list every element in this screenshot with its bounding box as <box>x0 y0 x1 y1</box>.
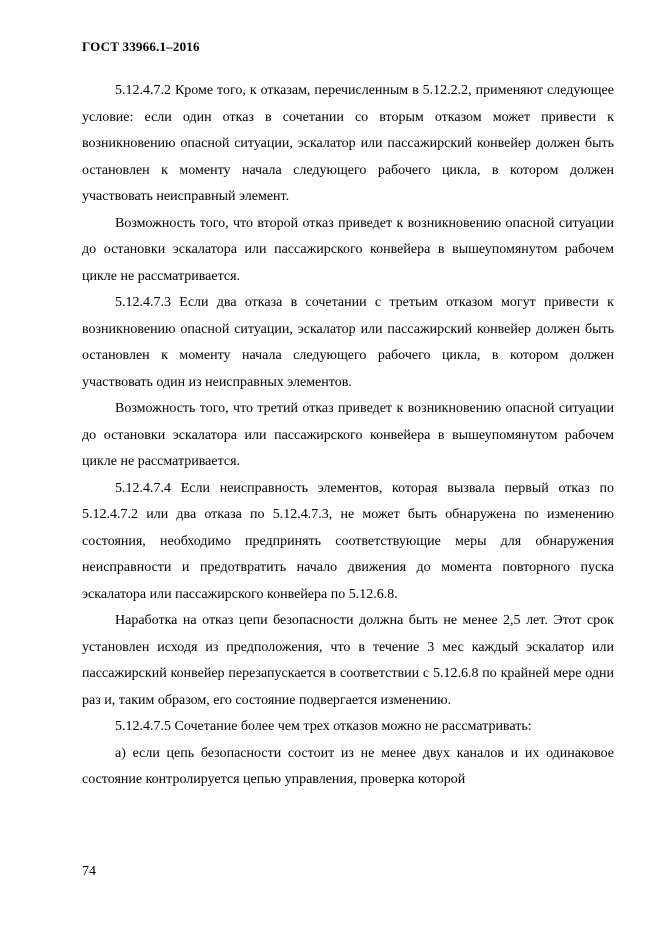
paragraph-5-12-4-7-5: 5.12.4.7.5 Сочетание более чем трех отказов можно не рассматривать: <box>115 719 532 734</box>
paragraph-list-item-a: а) если цепь безопасности состоит из не менее двух каналов и их одинаковое состояние контролируется цепью управления, проверка которой <box>82 745 614 787</box>
paragraph-5-12-4-7-2: 5.12.4.7.2 Кроме того, к отказам, перечисленным в 5.12.2.2, применяют следующее условие: если один отказ в сочетании со вторым отказом может привести к возникновению опасной ситуации, эскалатор или пассажирский конвейер должен быть остановлен к моменту начала следующего рабочего цикла, в котором должен участвовать неисправный элемент. <box>82 83 614 204</box>
paragraph-5-12-4-7-4: 5.12.4.7.4 Если неисправность элементов, которая вызвала первый отказ по 5.12.4.7.2 или два отказа по 5.12.4.7.3, не может быть обнаружена по изменению состояния, необходимо предпринять соответствующие меры для обнаружения неисправности и предотвратить начало движения до момента повторного пуска эскалатора или пассажирского конвейера по 5.12.6.8. <box>82 480 614 602</box>
paragraph-second-failure-note: Возможность того, что второй отказ приведет к возникновению опасной ситуации до остановки эскалатора или пассажирского конвейера в вышеупомянутом рабочем цикле не рассматривается. <box>82 215 614 284</box>
page-number: 74 <box>82 864 96 879</box>
paragraph-third-failure-note: Возможность того, что третий отказ приведет к возникновению опасной ситуации до остановки эскалатора или пассажирского конвейера в вышеупомянутом рабочем цикле не рассматривается. <box>82 401 614 469</box>
paragraph-mtbf-note: Наработка на отказ цепи безопасности должна быть не менее 2,5 лет. Этот срок установлен исходя из предположения, что в течение 3 мес каждый эскалатор или пассажирский конвейер перезапускается в соответствии с 5.12.6.8 по крайней мере одни раз и, таким образом, его состояние подвергается изменению. <box>82 613 614 708</box>
document-body <box>82 78 614 794</box>
paragraph-5-12-4-7-3: 5.12.4.7.3 Если два отказа в сочетании с третьим отказом могут привести к возникновению опасной ситуации, эскалатор или пассажирский конвейер должен быть остановлен к моменту начала следующего рабочего цикла, в котором должен участвовать один из неисправных элементов. <box>82 295 614 390</box>
document-header: ГОСТ 33966.1–2016 <box>82 39 200 54</box>
